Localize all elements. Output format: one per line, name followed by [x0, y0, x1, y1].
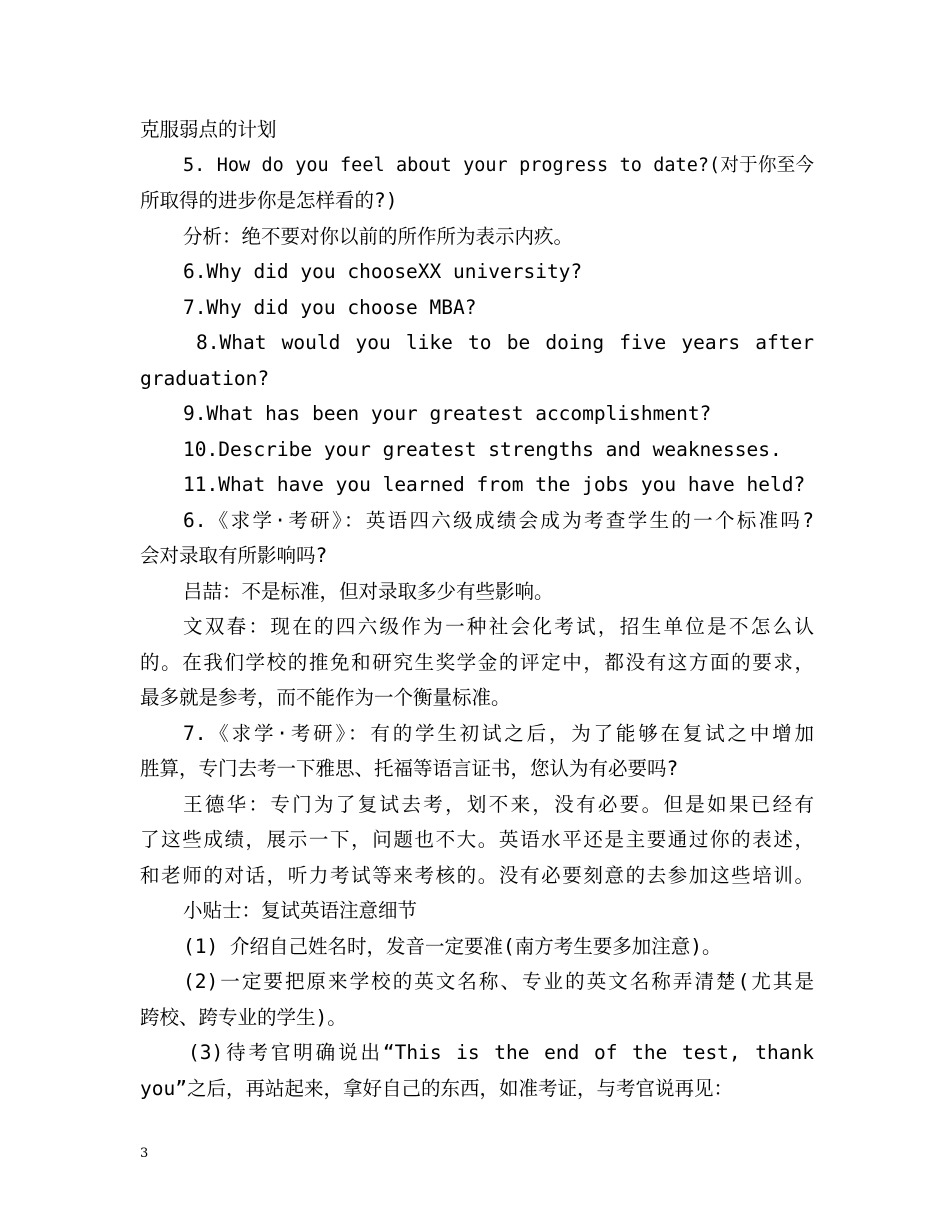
- text-line: 10.Describe your greatest strengths and weaknesses.: [183, 438, 782, 461]
- text-line: 了这些成绩，展示一下，问题也不大。英语水平还是主要通过你的表述，: [140, 828, 814, 851]
- text-line: 王德华：专门为了复试去考，划不来，没有必要。但是如果已经有: [183, 793, 814, 816]
- text-line: (2)一定要把原来学校的英文名称、专业的英文名称弄清楚(尤其是: [183, 970, 814, 993]
- text-line: 和老师的对话，听力考试等来考核的。没有必要刻意的去参加这些培训。: [140, 864, 814, 887]
- text-line: 7.Why did you choose MBA?: [183, 296, 477, 319]
- text-line: 7.《求学·考研》：有的学生初试之后，为了能够在复试之中增加: [183, 722, 814, 745]
- text-line: 小贴士：复试英语注意细节: [183, 899, 418, 922]
- text-line: 所取得的进步你是怎样看的?): [140, 189, 398, 212]
- text-line: 胜算，专门去考一下雅思、托福等语言证书，您认为有必要吗?: [140, 757, 679, 780]
- text-line: 11.What have you learned from the jobs you have held?: [183, 473, 806, 496]
- text-line: 6.《求学·考研》：英语四六级成绩会成为考查学生的一个标准吗?: [183, 509, 814, 532]
- text-line: 的。在我们学校的推免和研究生奖学金的评定中，都没有这方面的要求，: [140, 651, 814, 674]
- text-line: (1) 介绍自己姓名时，发音一定要准(南方考生要多加注意)。: [183, 935, 722, 958]
- page-number: 3: [140, 1146, 149, 1161]
- text-line: 5. How do you feel about your progress to date?(对于你至今: [183, 155, 814, 176]
- text-line: 最多就是参考，而不能作为一个衡量标准。: [140, 686, 511, 709]
- text-line: you”之后，再站起来，拿好自己的东西，如准考证，与考官说再见：: [140, 1077, 733, 1100]
- text-line: 跨校、跨专业的学生)。: [140, 1006, 347, 1029]
- text-line: 吕喆：不是标准，但对录取多少有些影响。: [183, 580, 554, 603]
- text-line: 分析：绝不要对你以前的所作所为表示内疚。: [183, 225, 574, 248]
- text-line: 9.What has been your greatest accomplishment?: [183, 402, 712, 425]
- text-line: graduation?: [140, 367, 270, 390]
- text-line: (3)待考官明确说出“This is the end of the test, thank: [188, 1041, 814, 1064]
- text-line: 文双春：现在的四六级作为一种社会化考试，招生单位是不怎么认: [183, 615, 814, 638]
- text-line: 8.What would you like to be doing five years after: [196, 331, 814, 354]
- text-line: 6.Why did you chooseXX university?: [183, 260, 583, 283]
- text-line: 会对录取有所影响吗?: [140, 544, 328, 567]
- text-line: 克服弱点的计划: [140, 118, 277, 141]
